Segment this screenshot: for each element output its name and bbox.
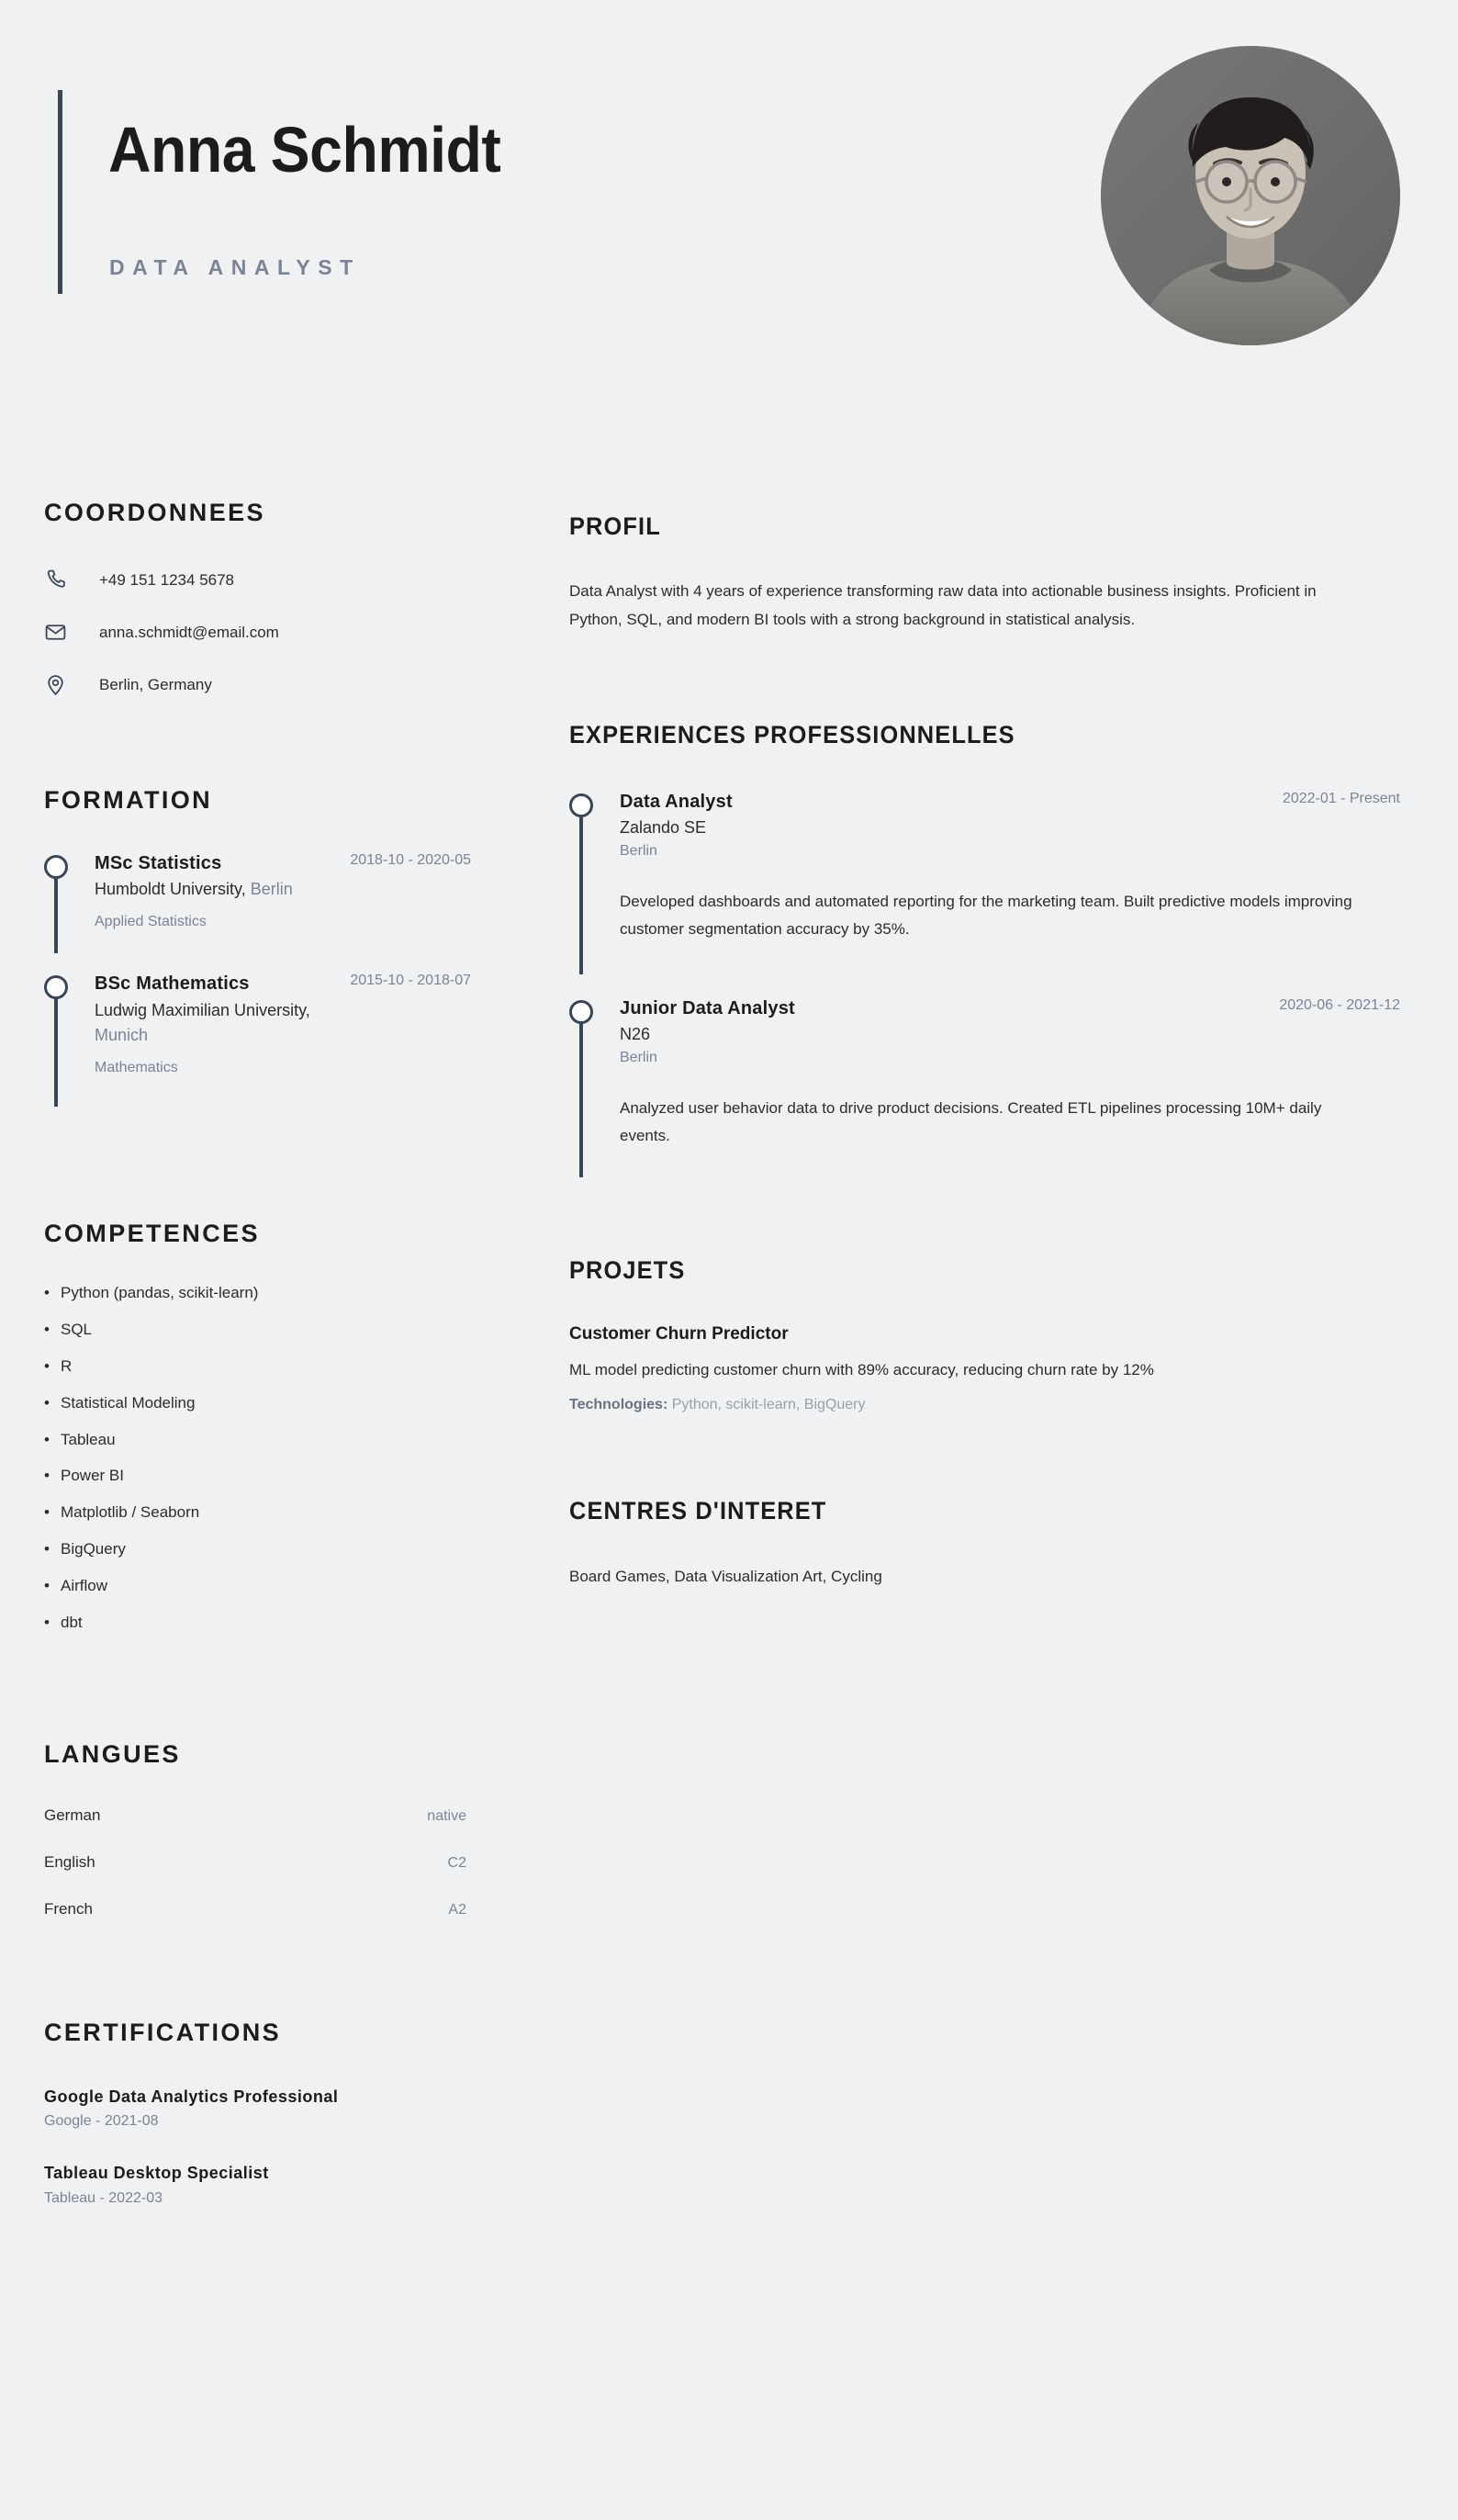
skills-list — [44, 1283, 471, 1634]
experience-title: Junior Data Analyst — [620, 997, 795, 1018]
language-level: C2 — [447, 1855, 466, 1872]
education-item — [44, 851, 471, 953]
project-technologies — [569, 1394, 1400, 1416]
education-heading: FORMATION — [44, 786, 213, 814]
languages-list — [44, 1807, 471, 1918]
skill-item — [44, 1356, 471, 1378]
skill-label: R — [61, 1356, 73, 1375]
skill-item — [44, 1466, 471, 1487]
certification-name: Google Data Analytics Professional — [44, 2087, 339, 2107]
phone-icon — [44, 568, 72, 591]
projects-heading: PROJETS — [569, 1255, 686, 1284]
skill-item — [44, 1283, 471, 1304]
left-column — [44, 501, 471, 2239]
avatar — [1101, 46, 1400, 345]
bullet-icon: • — [44, 1503, 50, 1522]
bullet-icon: • — [44, 1540, 50, 1558]
contact-item-phone[interactable] — [44, 565, 471, 595]
education-item — [44, 972, 471, 1106]
language-level: native — [427, 1808, 466, 1825]
education-header — [95, 851, 471, 875]
envelope-icon — [44, 621, 72, 644]
experience-header — [620, 790, 1400, 814]
experience-section — [569, 720, 1400, 1177]
project-description: ML model predicting customer churn with 89% accuracy, reducing churn rate by 12% — [569, 1361, 1154, 1379]
skill-label: SQL — [61, 1320, 93, 1338]
profile-heading: PROFIL — [569, 512, 661, 540]
bullet-icon: • — [44, 1320, 50, 1338]
skill-item — [44, 1613, 471, 1634]
languages-section — [44, 1742, 471, 1918]
language-item — [44, 1854, 466, 1871]
timeline-connector — [579, 814, 583, 974]
timeline-connector — [54, 875, 58, 953]
profile-text: Data Analyst with 4 years of experience transforming raw data into actionable business insights. Proficient in Python, SQL, and modern BI tools with a strong background in statistical analysis. — [569, 582, 1317, 629]
experience-location: Berlin — [620, 843, 657, 860]
education-dates: 2015-10 - 2018-07 — [350, 973, 471, 989]
experience-header — [620, 996, 1400, 1020]
experience-title: Data Analyst — [620, 791, 733, 812]
skill-label: Statistical Modeling — [61, 1393, 196, 1412]
bullet-icon: • — [44, 1467, 50, 1485]
experience-heading: EXPERIENCES PROFESSIONNELLES — [569, 720, 1015, 748]
certifications-heading: CERTIFICATIONS — [44, 2019, 282, 2047]
portrait-photo-icon — [1101, 46, 1400, 345]
skills-section — [44, 1221, 471, 1634]
timeline-connector — [579, 1020, 583, 1177]
header-accent-bar — [58, 90, 62, 294]
skill-item — [44, 1539, 471, 1560]
bullet-icon: • — [44, 1356, 50, 1375]
job-title-subtitle: DATA ANALYST — [109, 255, 361, 279]
profile-section — [569, 514, 1400, 635]
interests-heading: CENTRES D'INTERET — [569, 1496, 827, 1524]
certification-name: Tableau Desktop Specialist — [44, 2164, 269, 2183]
language-name: English — [44, 1853, 95, 1872]
timeline-marker-icon — [44, 975, 68, 999]
skill-label: BigQuery — [61, 1540, 126, 1558]
project-title: Customer Churn Predictor — [569, 1323, 789, 1344]
experience-description: Analyzed user behavior data to drive product decisions. Created ETL pipelines processing 10M+ daily events. — [620, 1099, 1322, 1144]
projects-section — [569, 1255, 1400, 1416]
skill-item — [44, 1430, 471, 1451]
education-dates: 2018-10 - 2020-05 — [350, 852, 471, 868]
skill-item — [44, 1393, 471, 1414]
education-degree: MSc Statistics — [95, 853, 222, 873]
certification-item — [44, 2086, 471, 2132]
contact-item-email[interactable] — [44, 617, 471, 647]
certification-meta: Google - 2021-08 — [44, 2113, 159, 2130]
location-pin-icon — [44, 673, 72, 696]
language-item — [44, 1807, 466, 1824]
experience-item — [569, 790, 1400, 974]
timeline-marker-icon — [569, 1000, 593, 1024]
skill-label: Python (pandas, scikit-learn) — [61, 1283, 259, 1301]
contact-list — [44, 565, 471, 700]
right-column — [569, 514, 1400, 1591]
education-section — [44, 788, 471, 1107]
bullet-icon: • — [44, 1614, 50, 1632]
timeline-marker-icon — [569, 793, 593, 817]
timeline-marker-icon — [44, 855, 68, 879]
certifications-list — [44, 2086, 471, 2210]
contact-value-location: Berlin, Germany — [99, 676, 212, 693]
experience-dates: 2022-01 - Present — [1282, 790, 1400, 806]
bullet-icon: • — [44, 1430, 50, 1448]
experience-item — [569, 996, 1400, 1177]
skill-label: Tableau — [61, 1430, 116, 1448]
timeline-connector — [54, 996, 58, 1106]
education-degree: BSc Mathematics — [95, 973, 250, 995]
bullet-icon: • — [44, 1577, 50, 1595]
project-technologies-label: Technologies: — [569, 1396, 668, 1412]
contact-item-location[interactable] — [44, 669, 471, 700]
skill-item — [44, 1320, 471, 1341]
skill-label: Power BI — [61, 1467, 124, 1485]
experience-company: N26 — [620, 1025, 651, 1044]
bullet-icon: • — [44, 1283, 50, 1301]
experience-location: Berlin — [620, 1050, 657, 1066]
project-item — [569, 1323, 1400, 1416]
skills-heading: COMPETENCES — [44, 1219, 260, 1247]
contact-section — [44, 501, 471, 700]
page-title: Anna Schmidt — [108, 114, 501, 186]
education-institution-name: Ludwig Maximilian University, — [95, 1000, 310, 1019]
experience-dates: 2020-06 - 2021-12 — [1279, 996, 1400, 1013]
skill-label: dbt — [61, 1614, 83, 1632]
education-institution — [95, 998, 320, 1048]
contact-value-email: anna.schmidt@email.com — [99, 624, 279, 641]
education-institution-name: Humboldt University, — [95, 880, 246, 899]
language-name: German — [44, 1806, 101, 1825]
skill-label: Matplotlib / Seaborn — [61, 1503, 200, 1522]
certification-item — [44, 2162, 471, 2209]
experience-description: Developed dashboards and automated reporting for the marketing team. Built predictive models improving customer segmentation accuracy by 35%. — [620, 893, 1352, 939]
interests-text: Board Games, Data Visualization Art, Cycling — [569, 1567, 882, 1585]
education-field: Mathematics — [95, 1059, 178, 1075]
certifications-section — [44, 2020, 471, 2210]
education-location: Berlin — [250, 880, 293, 899]
interests-section — [569, 1496, 1400, 1591]
project-technologies-list: Python, scikit-learn, BigQuery — [671, 1396, 866, 1412]
skill-item — [44, 1502, 471, 1524]
languages-heading: LANGUES — [44, 1740, 181, 1769]
education-location: Munich — [95, 1025, 149, 1044]
contact-value-phone: +49 151 1234 5678 — [99, 571, 235, 589]
skill-item — [44, 1576, 471, 1597]
education-institution — [95, 877, 315, 902]
language-item — [44, 1901, 466, 1918]
language-name: French — [44, 1900, 93, 1918]
bullet-icon: • — [44, 1393, 50, 1412]
education-header — [95, 972, 471, 996]
resume-header — [0, 0, 1458, 395]
language-level: A2 — [448, 1902, 466, 1918]
education-field: Applied Statistics — [95, 914, 207, 930]
contact-heading: COORDONNEES — [44, 499, 265, 526]
experience-company: Zalando SE — [620, 818, 707, 838]
certification-meta: Tableau - 2022-03 — [44, 2189, 163, 2206]
skill-label: Airflow — [61, 1577, 108, 1595]
